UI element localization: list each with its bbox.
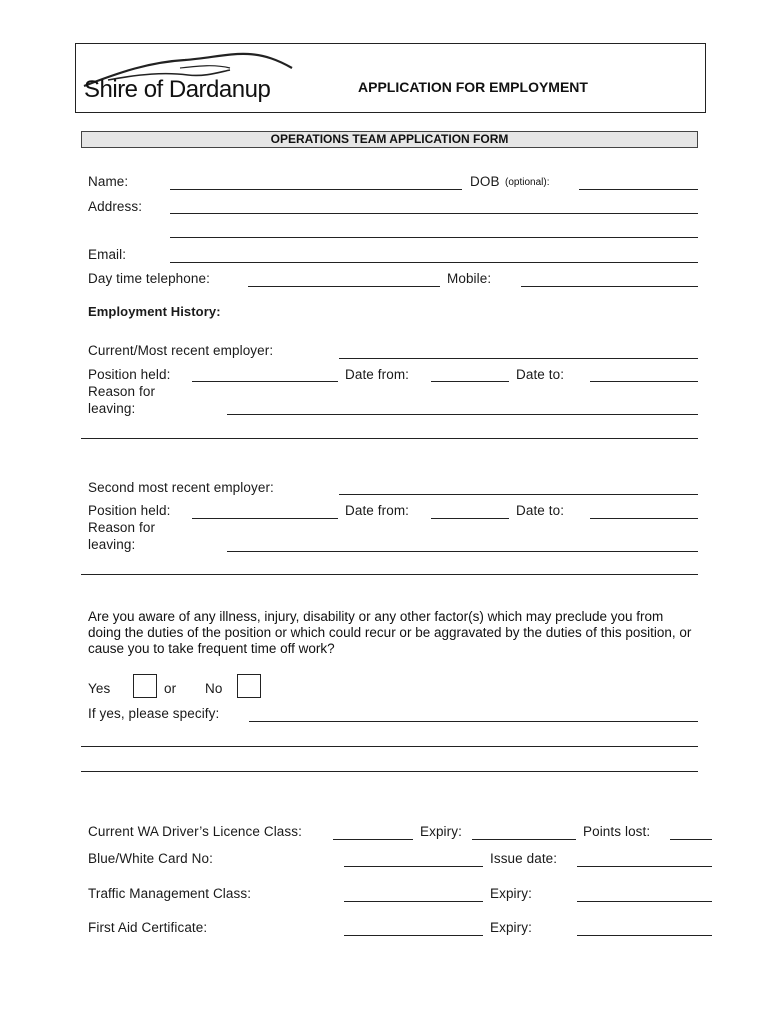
- current-date-from-field[interactable]: [431, 381, 509, 382]
- driver-expiry-field[interactable]: [472, 839, 576, 840]
- specify-field[interactable]: [249, 721, 698, 722]
- first-aid-expiry-label: Expiry:: [490, 920, 532, 935]
- second-reason-field-2[interactable]: [81, 574, 698, 575]
- yes-checkbox[interactable]: [133, 674, 157, 698]
- second-reason-field[interactable]: [227, 551, 698, 552]
- or-label: or: [164, 681, 177, 696]
- blue-white-card-label: Blue/White Card No:: [88, 851, 213, 866]
- mobile-label: Mobile:: [447, 271, 492, 286]
- specify-label: If yes, please specify:: [88, 706, 220, 721]
- health-question: Are you aware of any illness, injury, disability or any other factor(s) which may preclude you from doing the duties of the position or which could recur or be aggravated by the duties of this position, or cause you to take frequent time off work?: [88, 609, 692, 656]
- email-field[interactable]: [170, 262, 698, 263]
- current-reason-field[interactable]: [227, 414, 698, 415]
- specify-field-3[interactable]: [81, 771, 698, 772]
- address-field-line-1[interactable]: [170, 213, 698, 214]
- issue-date-field[interactable]: [577, 866, 712, 867]
- dob-field[interactable]: [579, 189, 698, 190]
- second-employer-field[interactable]: [339, 494, 698, 495]
- points-lost-label: Points lost:: [583, 824, 651, 839]
- current-date-from-label: Date from:: [345, 367, 410, 382]
- current-leaving-label: leaving:: [88, 401, 136, 416]
- first-aid-field[interactable]: [344, 935, 483, 936]
- second-date-from-label: Date from:: [345, 503, 410, 518]
- no-label: No: [205, 681, 223, 696]
- dob-label: DOB: [470, 174, 500, 189]
- name-label: Name:: [88, 174, 129, 189]
- name-field[interactable]: [170, 189, 462, 190]
- yes-label: Yes: [88, 681, 111, 696]
- first-aid-expiry-field[interactable]: [577, 935, 712, 936]
- dob-optional-note: (optional):: [505, 177, 550, 188]
- employment-history-heading: Employment History:: [88, 304, 221, 319]
- mobile-field[interactable]: [521, 286, 698, 287]
- second-position-label: Position held:: [88, 503, 171, 518]
- driver-licence-class-field[interactable]: [333, 839, 413, 840]
- specify-field-2[interactable]: [81, 746, 698, 747]
- daytime-phone-label: Day time telephone:: [88, 271, 210, 286]
- current-reason-field-2[interactable]: [81, 438, 698, 439]
- issue-date-label: Issue date:: [490, 851, 558, 866]
- current-employer-field[interactable]: [339, 358, 698, 359]
- traffic-expiry-label: Expiry:: [490, 886, 532, 901]
- daytime-phone-field[interactable]: [248, 286, 440, 287]
- second-position-field[interactable]: [192, 518, 338, 519]
- driver-licence-label: Current WA Driver’s Licence Class:: [88, 824, 302, 839]
- second-date-to-label: Date to:: [516, 503, 565, 518]
- second-date-from-field[interactable]: [431, 518, 509, 519]
- current-position-label: Position held:: [88, 367, 171, 382]
- traffic-management-field[interactable]: [344, 901, 483, 902]
- traffic-expiry-field[interactable]: [577, 901, 712, 902]
- second-employer-label: Second most recent employer:: [88, 480, 274, 495]
- blue-white-card-field[interactable]: [344, 866, 483, 867]
- second-leaving-label: leaving:: [88, 537, 136, 552]
- points-lost-field[interactable]: [670, 839, 712, 840]
- shire-logo: [80, 46, 295, 108]
- current-reason-label: Reason for: [88, 384, 156, 399]
- traffic-management-label: Traffic Management Class:: [88, 886, 252, 901]
- page-title: APPLICATION FOR EMPLOYMENT: [358, 79, 588, 95]
- current-position-field[interactable]: [192, 381, 338, 382]
- first-aid-label: First Aid Certificate:: [88, 920, 208, 935]
- current-date-to-label: Date to:: [516, 367, 565, 382]
- second-date-to-field[interactable]: [590, 518, 698, 519]
- current-employer-label: Current/Most recent employer:: [88, 343, 274, 358]
- form-title: OPERATIONS TEAM APPLICATION FORM: [81, 131, 698, 148]
- address-field-line-2[interactable]: [170, 237, 698, 238]
- driver-expiry-label: Expiry:: [420, 824, 462, 839]
- email-label: Email:: [88, 247, 127, 262]
- no-checkbox[interactable]: [237, 674, 261, 698]
- second-reason-label: Reason for: [88, 520, 156, 535]
- current-date-to-field[interactable]: [590, 381, 698, 382]
- address-label: Address:: [88, 199, 143, 214]
- org-name: Shire of Dardanup: [84, 76, 271, 103]
